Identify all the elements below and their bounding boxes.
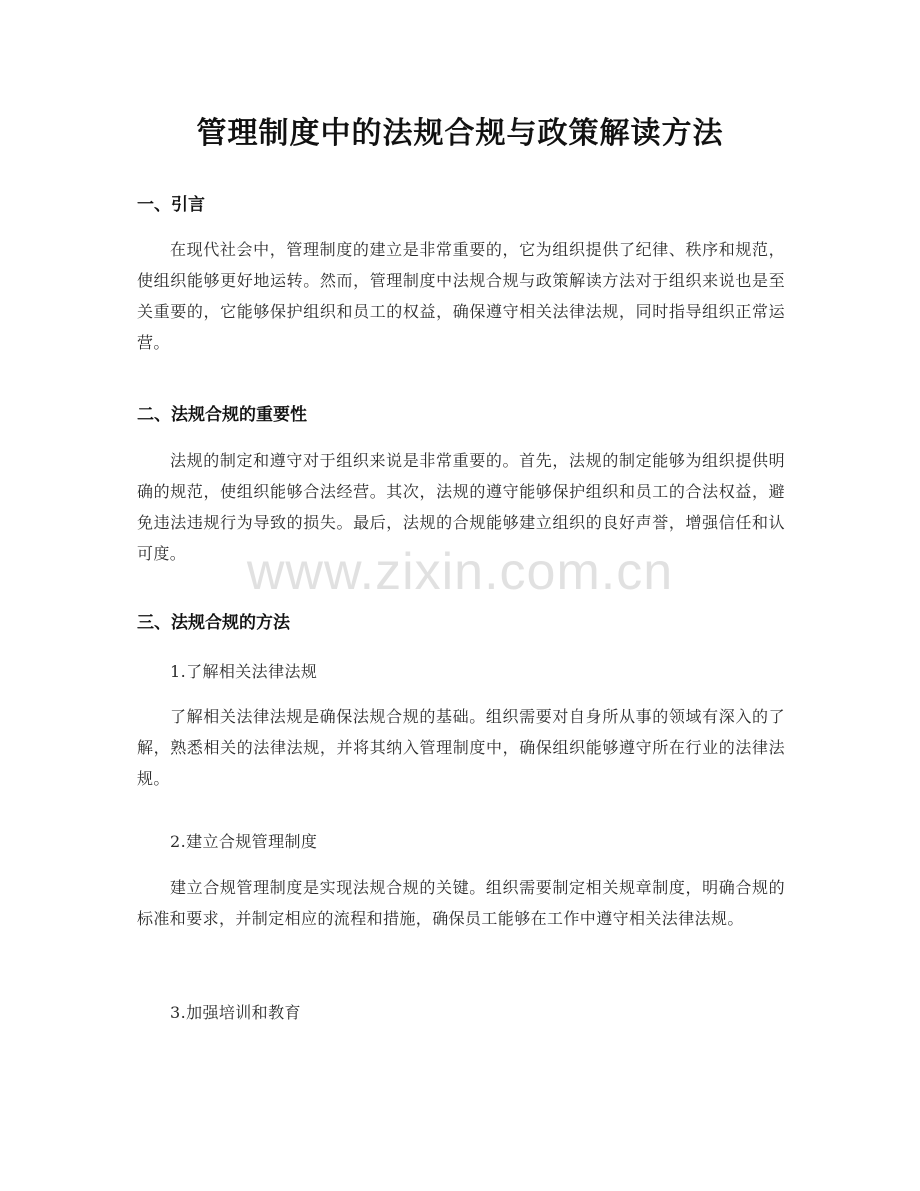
section-paragraph-intro: 在现代社会中，管理制度的建立是非常重要的，它为组织提供了纪律、秩序和规范，使组织能够更好地运转。然而，管理制度中法规合规与政策解读方法对于组织来说也是至关重要的，它能够保护组织和员工的权益，确保遵守相关法律法规，同时指导组织正常运营。 xyxy=(137,240,785,352)
paragraph-compliance-system: 建立合规管理制度是实现法规合规的关键。组织需要制定相关规章制度，明确合规的标准和要求，并制定相应的流程和措施，确保员工能够在工作中遵守相关法律法规。 xyxy=(137,878,785,928)
subheading-laws: 1.了解相关法律法规 xyxy=(170,662,318,681)
section-heading-intro: 一、引言 xyxy=(137,195,205,215)
section-heading-methods: 三、法规合规的方法 xyxy=(137,613,290,633)
paragraph-laws: 了解相关法律法规是确保法规合规的基础。组织需要对自身所从事的领域有深入的了解，熟悉相关的法律法规，并将其纳入管理制度中，确保组织能够遵守所在行业的法律法规。 xyxy=(137,707,785,788)
section-heading-importance: 二、法规合规的重要性 xyxy=(137,405,307,425)
document-title: 管理制度中的法规合规与政策解读方法 xyxy=(196,116,724,151)
watermark: www.zixin.com.cn xyxy=(246,543,674,601)
section-paragraph-importance: 法规的制定和遵守对于组织来说是非常重要的。首先，法规的制定能够为组织提供明确的规范，使组织能够合法经营。其次，法规的遵守能够保护组织和员工的合法权益，避免违法违规行为导致的损失。最后，法规的合规能够建立组织的良好声誉，增强信任和认可度。 xyxy=(137,451,785,563)
subheading-compliance-system: 2.建立合规管理制度 xyxy=(170,832,318,851)
subheading-training: 3.加强培训和教育 xyxy=(170,1003,301,1022)
